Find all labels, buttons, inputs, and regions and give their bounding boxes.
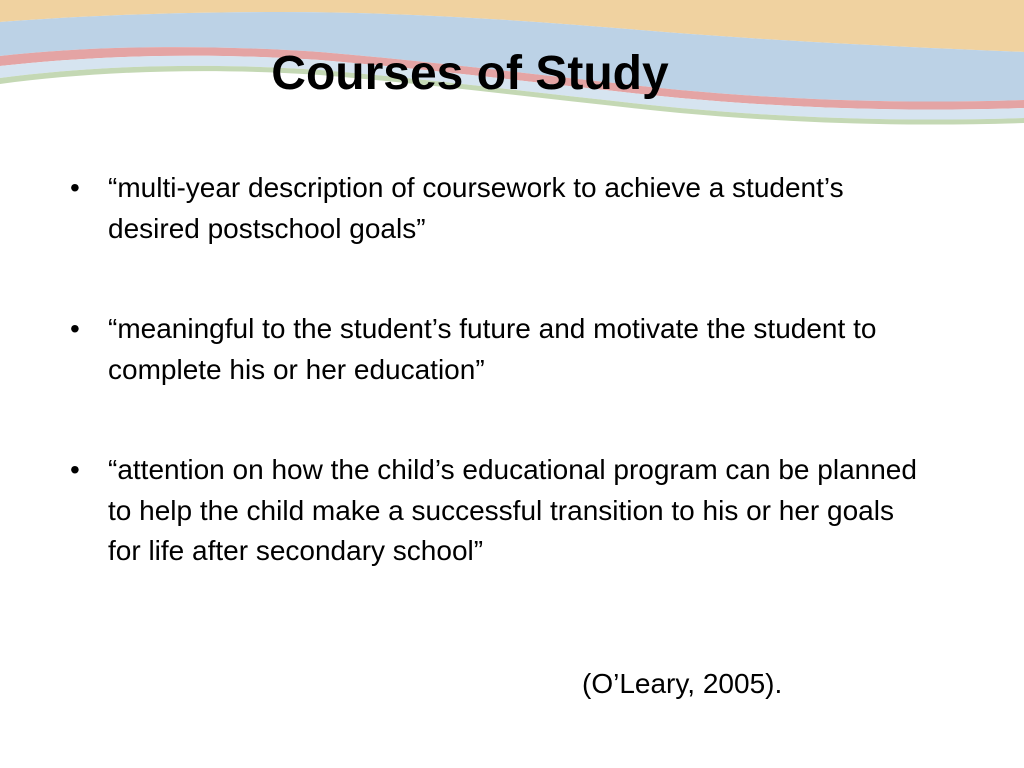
bullet-item: [70, 450, 930, 572]
bullet-text: “attention on how the child’s educational program can be planned to help the child make a successful transition to his or her goals for life after secondary school”: [108, 454, 917, 566]
bullet-list: [70, 168, 930, 632]
bullet-text: “meaningful to the student’s future and motivate the student to complete his or her education”: [108, 313, 877, 385]
slide-title: Courses of Study: [271, 47, 669, 100]
bullet-item: [70, 309, 930, 390]
bullet-dot-icon: •: [70, 172, 80, 203]
citation: (O’Leary, 2005).: [582, 668, 783, 699]
bullet-dot-icon: •: [70, 454, 80, 485]
bullet-text: “multi-year description of coursework to achieve a student’s desired postschool goals”: [108, 172, 844, 244]
bullet-item: [70, 168, 930, 249]
bullet-dot-icon: •: [70, 313, 80, 344]
